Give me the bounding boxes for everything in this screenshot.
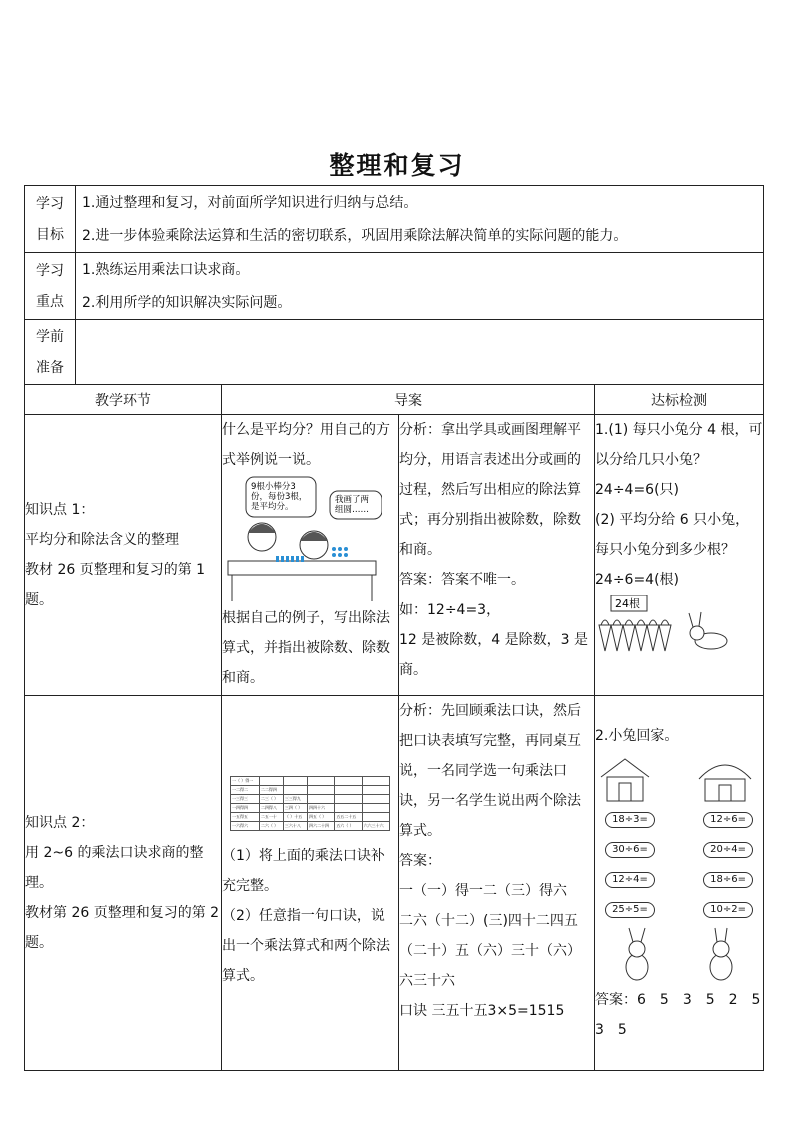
mult-table-cell — [335, 785, 362, 794]
check-answer: 答案：6 5 3 5 2 5 3 5 — [595, 992, 775, 1038]
equation-oval: 10÷2= — [703, 902, 753, 918]
mult-table-cell — [308, 785, 335, 794]
equation-oval: 12÷6= — [703, 812, 753, 828]
goal-item: 2.进一步体验乘除法运算和生活的密切联系，巩固用乘除法解决简单的实际问题的能力。 — [82, 228, 628, 244]
mult-table-cell: 四四十六 — [308, 803, 335, 812]
header-teaching-step: 教学环节 — [25, 385, 222, 415]
section1-guide: 什么是平均分？用自己的方式举例说一说。 9根小棒分3 份，每份3根， 是平均分。 我画了两 组圆…… 根据自己的例子，写出除法算式，并指出被除数、除数和商。 — [222, 415, 399, 696]
mult-table-cell — [308, 776, 335, 785]
prep-row — [25, 320, 764, 385]
bubble1-text: 9根小棒分3 份，每份3根， 是平均分。 — [251, 482, 308, 512]
rabbit-icon — [617, 927, 657, 981]
equation-oval: 18÷3= — [605, 812, 655, 828]
section2-step: 知识点 2： 用 2~6 的乘法口诀求商的整理。 教材第 26 页整理和复习的第 2 题。 — [25, 696, 222, 1071]
section2-guide: 一（ ）得一 一二得二 二二得四 一三得三 二三（ ） 三三得九 一四得四 二四得八 三四（ ） 四四十六 一五得五 二五一十 （ ）十五 四五（ ） 五五二十五 一六得六 二六（ ） 三六十八 四六二十四 五六（ ） 六六三十六 （1）将上面的乘法口诀补充完整。 （2）任意指一句口诀，说出一个乘法算式和两个除法算式。 — [222, 696, 399, 1071]
section2-check: 2.小兔回家。 18÷3= 30÷6= 12÷4= 25÷5= 12÷6= 20÷4= 18÷6= 10÷2= 答案：6 5 3 5 2 5 3 5 — [595, 696, 764, 1071]
equation-oval: 20÷4= — [703, 842, 753, 858]
page-title: 整理和复习 — [329, 151, 465, 180]
mult-table-row — [231, 812, 390, 821]
mult-table-cell — [259, 776, 283, 785]
mult-table-cell: 二二得四 — [259, 785, 283, 794]
mult-table-row — [231, 785, 390, 794]
mult-table-cell: 三六十八 — [283, 821, 307, 830]
section-header-row — [25, 385, 764, 415]
students-illustration — [222, 475, 398, 603]
house-right — [693, 757, 763, 923]
mult-table-cell: 一四得四 — [231, 803, 260, 812]
mult-table-cell: 一（ ）得一 — [231, 776, 260, 785]
mult-table-cell: 二六（ ） — [259, 821, 283, 830]
mult-table-cell: 五五二十五 — [335, 812, 362, 821]
mult-table-cell: 四六二十四 — [308, 821, 335, 830]
mult-table-cell: 二四得八 — [259, 803, 283, 812]
equation-oval: 12÷4= — [605, 872, 655, 888]
mult-table-row — [231, 776, 390, 785]
section1-row — [25, 415, 764, 696]
mult-table-cell: 一三得三 — [231, 794, 260, 803]
keypoints-row — [25, 253, 764, 320]
carrot-count-label: 24根 — [615, 597, 640, 610]
house-left — [595, 757, 665, 923]
mult-table-row — [231, 794, 390, 803]
keypoints-label: 学习 重点 — [25, 253, 76, 320]
mult-table-cell: 四五（ ） — [308, 812, 335, 821]
multiplication-table — [230, 776, 390, 831]
mult-table-cell: 一六得六 — [231, 821, 260, 830]
mult-table-cell: 六六三十六 — [362, 821, 389, 830]
section1-analysis: 分析：拿出学具或画图理解平均分，用语言表述出分或画的过程，然后写出相应的除法算式；再分别指出被除数，除数和商。 答案：答案不唯一。 如：12÷4=3， 12 是被除数，4 是除数，3 是商。 — [399, 415, 595, 696]
mult-table-cell — [362, 794, 389, 803]
mult-table-cell — [362, 812, 389, 821]
mult-table-cell — [362, 776, 389, 785]
header-guide: 导案 — [222, 385, 595, 415]
prep-label: 学前 准备 — [25, 320, 76, 385]
mult-table-cell: 二五一十 — [259, 812, 283, 821]
equation-oval: 18÷6= — [703, 872, 753, 888]
goals-row — [25, 186, 764, 253]
mult-table-cell — [308, 794, 335, 803]
keypoint-item: 1.熟练运用乘法口诀求商。 — [82, 262, 250, 278]
mult-table-cell: 三四（ ） — [283, 803, 307, 812]
houses — [595, 757, 763, 923]
mult-table-cell — [335, 794, 362, 803]
mult-table-cell — [283, 776, 307, 785]
header-check: 达标检测 — [595, 385, 764, 415]
section2-analysis: 分析：先回顾乘法口诀，然后把口诀表填写完整，再同桌互说，一名同学选一句乘法口诀，另一名学生说出两个除法算式。 答案： 一（一）得一二（三）得六 二六（十二）(三)四十二四五（二十）五（六）三十（六）六三十六 口诀 三五十五3×5=1515 — [399, 696, 595, 1071]
mult-table-cell — [362, 803, 389, 812]
keypoint-item: 2.利用所学的知识解决实际问题。 — [82, 295, 292, 311]
rabbits — [595, 927, 763, 981]
mult-table-cell — [335, 803, 362, 812]
goals-content — [76, 186, 764, 253]
mult-table-cell: 三三得九 — [283, 794, 307, 803]
mult-table-row — [231, 803, 390, 812]
mult-table-cell: 二三（ ） — [259, 794, 283, 803]
mult-table-cell: 一五得五 — [231, 812, 260, 821]
lesson-table — [24, 185, 775, 1071]
mult-table-cell — [362, 785, 389, 794]
section2-row — [25, 696, 764, 1071]
mult-table-cell: （ ）十五 — [283, 812, 307, 821]
prep-content — [76, 320, 764, 385]
equation-oval: 25÷5= — [605, 902, 655, 918]
keypoints-content — [76, 253, 764, 320]
goal-item: 1.通过整理和复习，对前面所学知识进行归纳与总结。 — [82, 195, 418, 211]
section1-step: 知识点 1： 平均分和除法含义的整理 教材 26 页整理和复习的第 1 题。 — [25, 415, 222, 696]
mult-table-row — [231, 821, 390, 830]
equation-oval: 30÷6= — [605, 842, 655, 858]
mult-table-cell: 一二得二 — [231, 785, 260, 794]
goals-label: 学习 目标 — [25, 186, 76, 253]
mult-table-cell — [283, 785, 307, 794]
section1-check: 1.(1) 每只小兔分 4 根，可以分给几只小兔？ 24÷4=6(只) (2) 平均分给 6 只小兔，每只小兔分到多少根？ 24÷6=4(根) 24根 — [595, 415, 764, 696]
bubble2-text: 我画了两 组圆…… — [335, 495, 370, 515]
carrots-rabbit-illustration — [595, 595, 763, 653]
mult-table-cell: 五六（ ） — [335, 821, 362, 830]
mult-table-cell — [335, 776, 362, 785]
rabbit-icon — [701, 927, 741, 981]
